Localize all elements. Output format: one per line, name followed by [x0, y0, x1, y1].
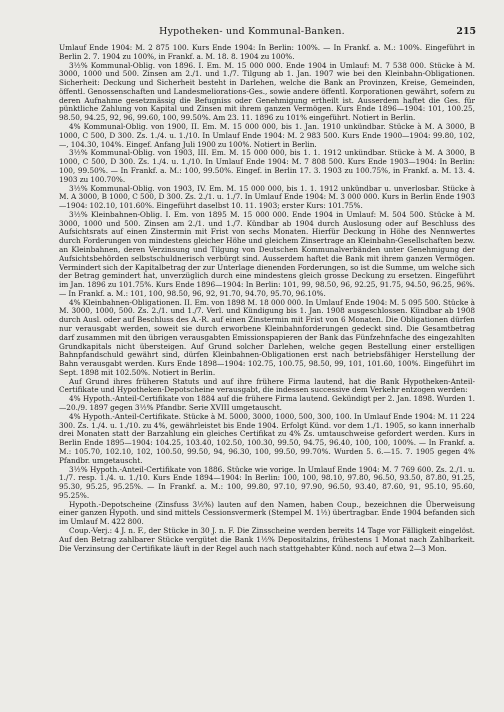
paragraph: 3½% Kommunal-Oblig. von 1896. I. Em. M. 15 000 000. Ende 1904 in Umlauf: M. 7 538 000. Stücke à M. 3000, 1000 und 500. Zinsen am 2./1. und 1./7. Tilgung ab 1. Jan. 1907 wie bei den Kleinbahn-Obligationen. Sicherheit: Deckung und Sicherheit besteht in Darlehen, welche die Bank an Provinzen, Kreise, Gemeinden, öffentl. Genossenschaften und Landesmeliorations-Ges., sowie andere öffentl. Korporationen gewährt, sofern zu deren Aufnahme gesetzmässig die Befugniss oder Genehmigung ertheilt ist. Ausserdem haftet die Ges. für pünktliche Zahlung von Kapital und Zinsen mit ihrem ganzen Vermögen. Kurs Ende 1896—1904: 101, 100.25, 98.50, 94.25, 92, 96, 99.60, 100, 99.50%. Am 23. 11. 1896 zu 101% eingeführt. Notiert in Berlin. [59, 60, 475, 123]
page-body [59, 44, 475, 704]
paragraph: 3½% Kommunal-Oblig. von 1903, III. Em. M. 15 000 000, bis 1. 1. 1912 unkündbar. Stücke à M. A 3000, B 1000, C 500, D 300. Zs. 1./4. u. 1./10. In Umlauf Ende 1904: M. 7 808 500. Kurs Ende 1903—1904: In Berlin: 100, 99.50%. — In Frankf. a. M.: 100, 99.50%. Eingef. in Berlin 17. 3. 1903 zu 100.75%, in Frankf. a. M. 13. 4. 1903 zu 100.70%. [59, 148, 475, 184]
paragraph: 3½% Kleinbahnen-Oblig. I. Em. von 1895 M. 15 000 000. Ende 1904 in Umlauf: M. 504 500. Stücke à M. 3000, 1000 und 500. Zinsen am 2./1. und 1./7. Kündbar ab 1904 durch Auslosung oder auf Beschluss des Aufsichtsrats auf einen Zinstermin mit Frist von sechs Monaten. Hierfür Deckung in Höhe des Nennwertes durch Forderungen von mindestens gleicher Höhe und gleichem Zinsertrage an Kleinbahn-Gesellschaften bezw. an Kleinbahnen, deren Verzinsung und Tilgung von Deutschen Kommunalverbänden unter Genehmigung der Aufsichtsbehörden selbstschuldnerisch verbürgt sind. Ausserdem haftet die Bank mit ihrem ganzen Vermögen. Vermindert sich der Kapitalbetrag der zur Unterlage dienenden Forderungen, so ist die Summe, um welche sich der Betrag gemindert hat, unverzüglich durch eine mindestens gleich grosse Deckung zu ersetzen. Eingeführt im Jan. 1896 zu 101.75%. Kurs Ende 1896—1904: In Berlin: 101, 99, 98.50, 96, 92.25, 91.75, 94.50, 96.25, 96%. — In Frankf. a. M.: 101, 100, 98.50, 96, 92, 91.70, 94.70, 95.70, 96.10%. [59, 209, 475, 298]
paragraph: 4% Hypoth.-Anteil-Certifikate. Stücke à M. 5000, 3000, 1000, 500, 300, 100. In Umlauf Ende 1904: M. 11 224 300. Zs. 1./4. u. 1./10. zu 4%, gewährleistet bis Ende 1904. Erfolgt Künd. vor dem 1./1. 1905, so kann innerhalb drei Monaten statt der Barzahlung ein gleiches Certifikat zu 4% Zs. umtauschweise gefordert werden. Kurs in Berlin Ende 1895—1904: 104.25, 103.40, 102.50, 100.30, 99.50, 94.75, 96.40, 100, 100, 100%. — In Frankf. a. M.: 105.70, 102.10, 102, 100.50, 99.50, 94, 96.30, 100, 99.50, 99.70%. Wurden 5. 6.—15. 7. 1905 gegen 4% Pfandbr. umgetauscht. [59, 411, 475, 465]
paragraph: 3½% Kommunal-Oblig. von 1903, IV. Em. M. 15 000 000, bis 1. 1. 1912 unkündbar u. unverlosbar. Stücke à M. A 3000, B 1000, C 500, D 300. Zs. 2./1. u. 1./7. In Umlauf Ende 1904: M. 3 000 000. Kurs in Berlin Ende 1903—1904: 102.10, 101.60%. Eingeführt daselbst 10. 11. 1903; erster Kurs: 101.75%. [59, 183, 475, 211]
paragraph: 4% Kleinbahnen-Obligationen. II. Em. von 1898 M. 18 000 000. In Umlauf Ende 1904: M. 5 095 500. Stücke à M. 3000, 1000, 500. Zs. 2./1. und 1./7. Verl. und Kündigung bis 1. Jan. 1908 ausgeschlossen. Kündbar ab 1908 durch Ausl. oder auf Beschluss des A.-R. auf einen Zinstermin mit Frist von 6 Monaten. Die Obligationen dürfen nur verausgabt werden, soweit sie durch erworbene Kleinbahnforderungen gedeckt sind. Die Gesamtbetrag darf zusammen mit den übrigen verausgabten Emissionspapieren der Bank das Fünfzehnfache des eingezahlten Grundkapitals nicht übersteigen. Auf Grund solcher Darlehen, welche gegen Bestellung einer erstelligen Bahnpfandschuld gewährt sind, dürfen Kleinbahnen-Obligationen erst nach betriebsfähiger Herstellung der Bahn verausgabt werden. Kurs Ende 1898—1904: 102.75, 100.75, 98.50, 99, 101, 101.60, 100%. Eingeführt im Sept. 1898 mit 102.50%. Notiert in Berlin. [59, 297, 475, 377]
paragraph: Coup.-Verj.: 4 J. n. F., der Stücke in 30 J. n. F. Die Zinsscheine werden bereits 14 Tage vor Fälligkeit eingelöst. Auf den Betrag zahlbarer Stücke vergütet die Bank 1½% Depositalzins, frühestens 1 Monat nach Zahlbarkeit. Die Verzinsung der Certifikate läuft in der Regel auch nach stattgehabter Künd. noch auf etwa 2—3 Mon. [59, 525, 475, 553]
running-title: Hypotheken- und Kommunal-Banken. [159, 26, 345, 37]
page-header [0, 26, 504, 40]
paragraph: Hypoth.-Depotscheine (Zinsfuss 3½%) lauten auf den Namen, haben Coup., bezeichnen die Überweisung einer ganzen Hypoth. und sind mittels Cessionsvermerk (Stempel M. 1½) übertragbar. Ende 1904 befanden sich im Umlauf M. 422 800. [59, 499, 475, 527]
paragraph: Umlauf Ende 1904: M. 2 875 100. Kurs Ende 1904: In Berlin: 100%. — In Frankf. a. M.: 100%. Eingeführt in Berlin 2. 7. 1904 zu 100%, in Frankf. a. M. 18. 8. 1904 zu 100%. [59, 44, 475, 61]
paragraph: Auf Grund ihres früheren Statuts und auf ihre frühere Firma lautend, hat die Bank Hypotheken-Anteil-Certifikate und Hypotheken-Depotscheine verausgabt, die indessen successive dem Verkehr entzogen werden: [59, 376, 475, 395]
paragraph: 4% Kommunal-Oblig. von 1900, II. Em. M. 15 000 000, bis 1. Jan. 1910 unkündbar. Stücke à M. A 3000, B 1000, C 500, D 300. Zs. 1./4. u. 1./10. In Umlauf Ende 1904: M. 2 983 500. Kurs Ende 1900—1904: 99.80, 102, —, 104.30, 104%. Eingef. Anfang Juli 1900 zu 100%. Notiert in Berlin. [59, 122, 475, 149]
page-number: 215 [456, 26, 476, 37]
paragraph: 3½% Hypoth.-Anteil-Certifikate von 1886. Stücke wie vorige. In Umlauf Ende 1904: M. 7 769 600. Zs. 2./1. u. 1./7. resp. 1./4. u. 1./10. Kurs Ende 1894—1904: In Berlin: 100, 100, 98.10, 97.80, 96.50, 93.50, 87.80, 91.25, 95.30, 95.25, 95.25%. — In Frankf. a. M.: 100, 99.80, 97.10, 97.90, 96.50, 93.40, 87.60, 91, 95.10, 95.60, 95.25%. [59, 464, 475, 500]
paragraph: 4% Hypoth.-Anteil-Certifikate von 1884 auf die frühere Firma lautend. Gekündigt per 2. Jan. 1898. Wurden 1.—20./9. 1897 gegen 3½% Pfandbr. Serie XVIII umgetauscht. [59, 394, 475, 413]
